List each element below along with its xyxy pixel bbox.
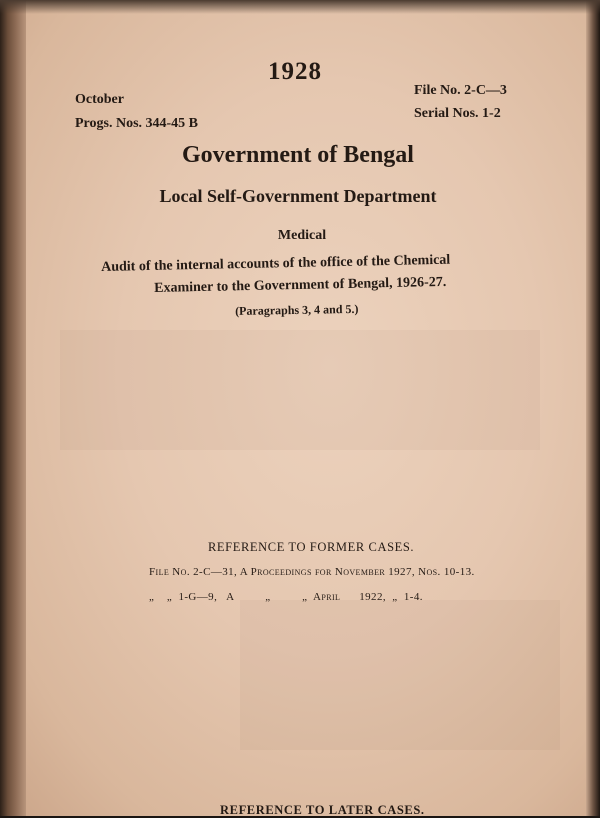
page-top-edge xyxy=(0,0,600,14)
proceedings-numbers: Progs. Nos. 344-45 B xyxy=(75,116,199,131)
government-title-text: Government of Bengal xyxy=(182,142,414,168)
later-cases-heading: REFERENCE TO LATER CASES. xyxy=(220,803,425,817)
page-right-edge xyxy=(586,0,600,816)
former-cases-heading: REFERENCE TO FORMER CASES. xyxy=(208,540,415,554)
description-line-2: Examiner to the Government of Bengal, 1926-27. xyxy=(154,274,447,296)
reference-entry: File No. 2-C—31, A Proceedings for November 1927, Nos. 10-13. xyxy=(149,566,475,578)
year: 1928 xyxy=(268,58,322,85)
bleed-through-texture xyxy=(240,600,560,750)
subject-heading-text: Medical xyxy=(277,228,327,243)
serial-numbers: Serial Nos. 1-2 xyxy=(414,106,501,121)
subject-heading xyxy=(0,228,600,244)
description-line-1: Audit of the internal accounts of the office of the Chemical xyxy=(101,252,451,275)
government-title xyxy=(0,142,600,169)
binding-edge xyxy=(0,0,26,816)
bleed-through-texture xyxy=(60,330,540,450)
file-number: File No. 2-C—3 xyxy=(414,83,507,98)
department-title-text: Local Self-Government Department xyxy=(159,186,437,206)
paragraphs-note: (Paragraphs 3, 4 and 5.) xyxy=(235,301,359,318)
month-label: October xyxy=(75,92,124,107)
department-title xyxy=(0,186,600,207)
reference-entry: „ „ 1-G—9, A „ „ April 1922, „ 1-4. xyxy=(149,591,423,603)
